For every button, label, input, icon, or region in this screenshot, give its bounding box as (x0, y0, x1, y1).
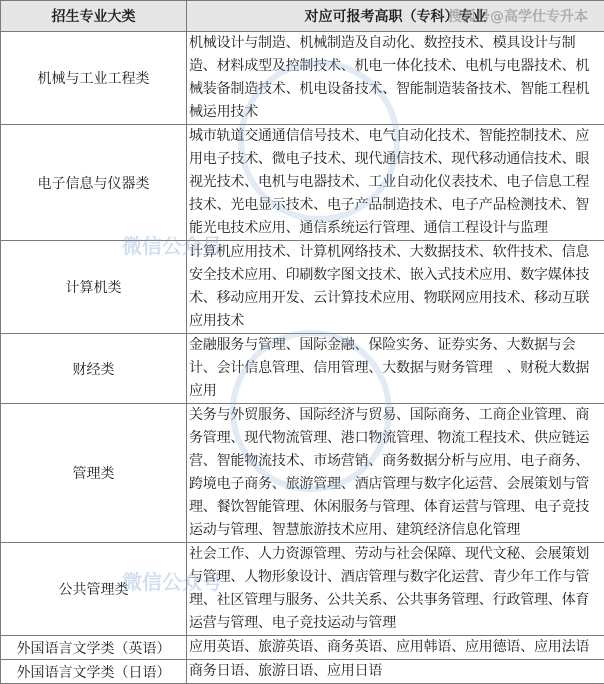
category-cell: 财经类 (1, 334, 187, 404)
header-category: 招生专业大类 (1, 1, 187, 32)
watermark-text: 微信公众号 (122, 566, 222, 595)
category-cell: 计算机类 (1, 241, 187, 334)
table-row (1, 125, 604, 241)
table-row (1, 636, 604, 660)
majors-cell: 计算机应用技术、计算机网络技术、大数据技术、软件技术、信息安全技术应用、印刷数字图文技术、嵌入式技术应用、数字媒体技术、移动应用开发、云计算技术应用、物联网应用技术、移动互联应用技术 (187, 241, 604, 334)
category-cell: 管理类 (1, 404, 187, 543)
majors-cell: 关务与外贸服务、国际经济与贸易、国际商务、工商企业管理、商务管理、现代物流管理、港口物流管理、物流工程技术、供应链运营、智能物流技术、市场营销、商务数据分析与应用、电子商务、跨境电子商务、旅游管理、酒店管理与数字化运营、会展策划与管理、餐饮智能管理、休闲服务与管理、体育运营与管理、电子竞技运动与管理、智慧旅游技术应用、建筑经济信息化管理 (187, 404, 604, 543)
category-cell: 外国语言文学类（日语） (1, 660, 187, 684)
table-row (1, 32, 604, 125)
table-row (1, 334, 604, 404)
majors-cell: 机械设计与制造、机械制造及自动化、数控技术、模具设计与制造、材料成型及控制技术、机电一体化技术、电机与电器技术、机械装备制造技术、机电设备技术、智能制造装备技术、智能工程机械运用技术 (187, 32, 604, 125)
majors-cell: 商务日语、旅游日语、应用日语 (187, 660, 604, 684)
header-majors: 对应可报考高职（专科）专业 (187, 1, 604, 32)
category-cell: 电子信息与仪器类 (1, 125, 187, 241)
majors-cell: 社会工作、人力资源管理、劳动与社会保障、现代文秘、会展策划与管理、人物形象设计、酒店管理与数字化运营、青少年工作与管理、社区管理与服务、公共关系、公共事务管理、行政管理、体育运营与管理、电子竞技运动与管理 (187, 543, 604, 636)
majors-cell: 金融服务与管理、国际金融、保险实务、证券实务、大数据与会计、会计信息管理、信用管理、大数据与财务管理 、财税大数据应用 (187, 334, 604, 404)
table-row (1, 543, 604, 636)
table-row (1, 404, 604, 543)
category-cell: 公共管理类 (1, 543, 187, 636)
table-row (1, 241, 604, 334)
header-row (1, 1, 604, 32)
watermark-text: 微信公众号 (122, 230, 222, 259)
category-cell: 外国语言文学类（英语） (1, 636, 187, 660)
majors-cell: 城市轨道交通通信信号技术、电气自动化技术、智能控制技术、应用电子技术、微电子技术、现代通信技术、现代移动通信技术、眼视光技术、电机与电器技术、工业自动化仪表技术、电子信息工程技术、光电显示技术、电子产品制造技术、电子产品检测技术、智能光电技术应用、通信系统运行管理、通信工程设计与监理 (187, 125, 604, 241)
category-cell: 机械与工业工程类 (1, 32, 187, 125)
header-watermark: 搜狐号@高学仕专升本 (448, 6, 588, 26)
majors-cell: 应用英语、旅游英语、商务英语、应用韩语、应用德语、应用法语 (187, 636, 604, 660)
table-row (1, 660, 604, 684)
